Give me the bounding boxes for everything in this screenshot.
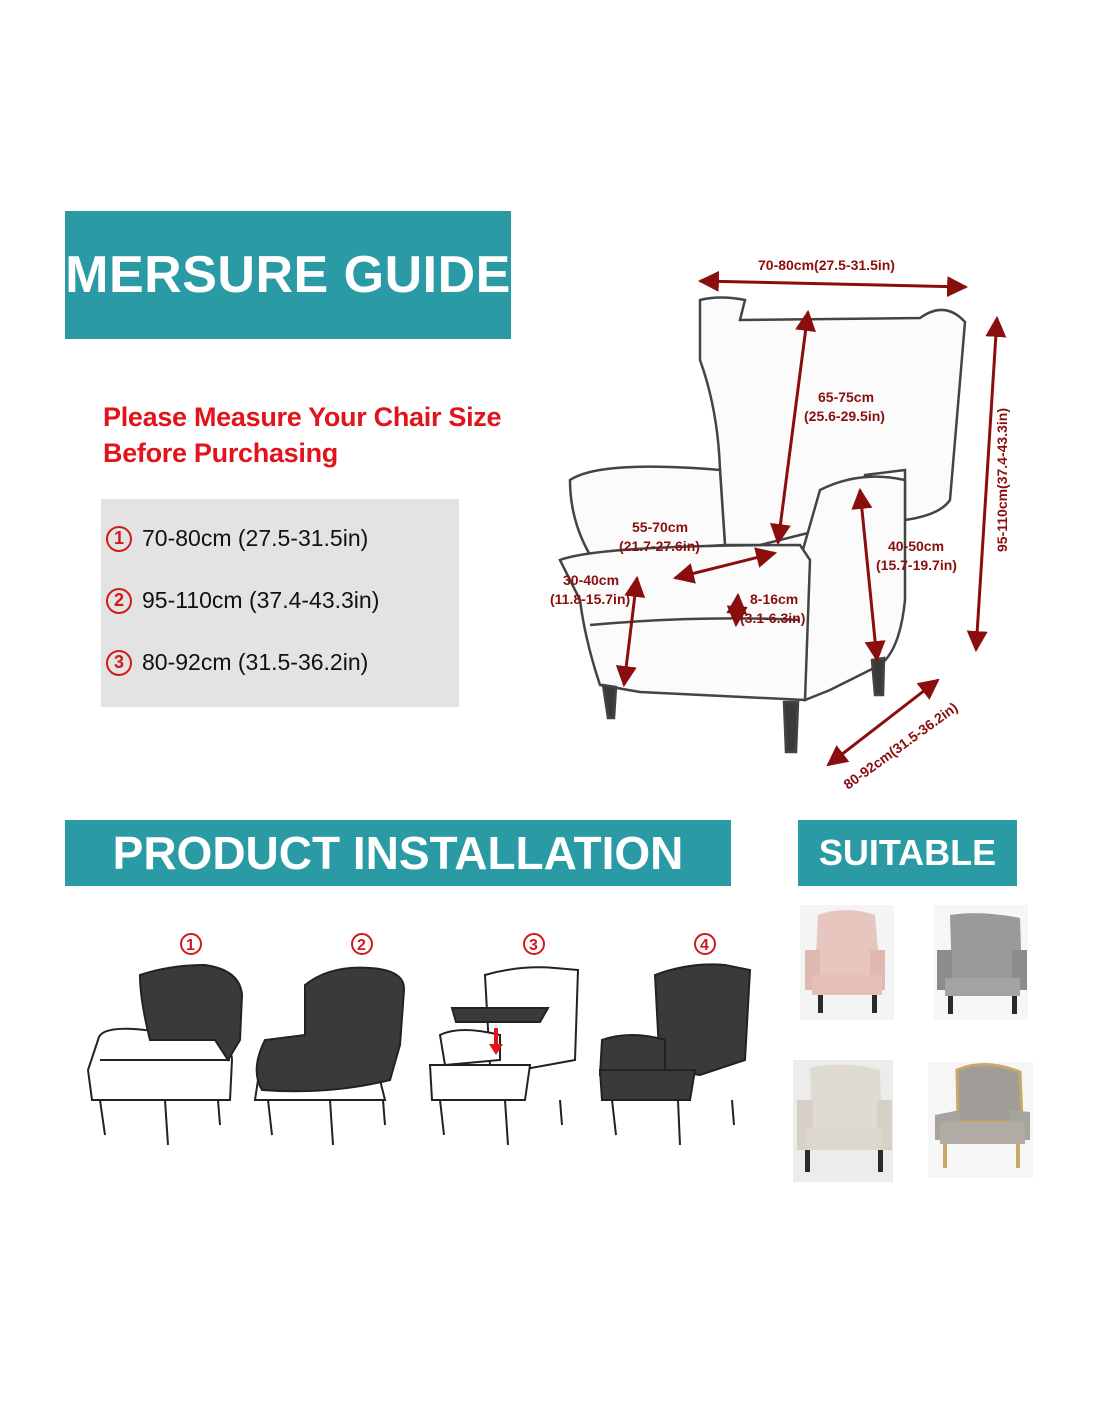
circled-number-icon: 2 — [106, 588, 132, 614]
install-step-1-illustration — [88, 965, 242, 1145]
seat-height-label-in: (11.8-15.7in) — [550, 591, 631, 607]
step-numbers — [181, 934, 715, 954]
seat-depth-label-in: (21.7-27.6in) — [619, 538, 700, 554]
product-installation-banner: PRODUCT INSTALLATION — [65, 820, 731, 886]
measure-warning-line2: Before Purchasing — [103, 438, 338, 468]
suitable-chair-pink — [800, 905, 894, 1020]
size-item-text: 80-92cm (31.5-36.2in) — [142, 649, 369, 675]
total-height-label: 95-110cm(37.4-43.3in) — [994, 408, 1010, 552]
step-number-3: 3 — [529, 937, 538, 954]
measure-guide-banner: MERSURE GUIDE — [65, 211, 511, 339]
circled-number-icon: 1 — [106, 526, 132, 552]
arm-height-label-in: (15.7-19.7in) — [876, 557, 957, 573]
suitable-chair-beige — [793, 1060, 893, 1182]
install-step-4-illustration — [600, 964, 750, 1145]
seat-height-label-cm: 30-40cm — [563, 572, 620, 588]
back-height-label-in: (25.6-29.5in) — [804, 408, 885, 424]
wingback-chair-diagram — [560, 298, 965, 753]
step-number-2: 2 — [357, 937, 366, 954]
cushion-label-in: (3.1-6.3in) — [740, 610, 806, 626]
step-number-1: 1 — [186, 937, 195, 954]
size-item-text: 95-110cm (37.4-43.3in) — [142, 587, 380, 613]
depth-bottom-label: 80-92cm(31.5-36.2in) — [840, 698, 961, 793]
suitable-chair-grey — [934, 905, 1028, 1020]
suitable-chair-gold-frame — [928, 1062, 1033, 1178]
size-item-text: 70-80cm (27.5-31.5in) — [142, 525, 369, 551]
width-top-label: 70-80cm(27.5-31.5in) — [758, 257, 895, 273]
arm-height-label-cm: 40-50cm — [888, 538, 945, 554]
suitable-banner: SUITABLE — [798, 820, 1017, 886]
width-top-arrow — [700, 281, 966, 287]
circled-number-icon: 3 — [106, 650, 132, 676]
step-number-4: 4 — [700, 937, 709, 954]
measure-warning-line1: Please Measure Your Chair Size — [103, 402, 502, 432]
install-step-3-illustration — [430, 967, 578, 1145]
back-height-label-cm: 65-75cm — [818, 389, 875, 405]
install-step-2-illustration — [255, 968, 404, 1145]
cushion-arrow — [736, 595, 738, 625]
cushion-label-cm: 8-16cm — [750, 591, 799, 607]
seat-depth-label-cm: 55-70cm — [632, 519, 689, 535]
